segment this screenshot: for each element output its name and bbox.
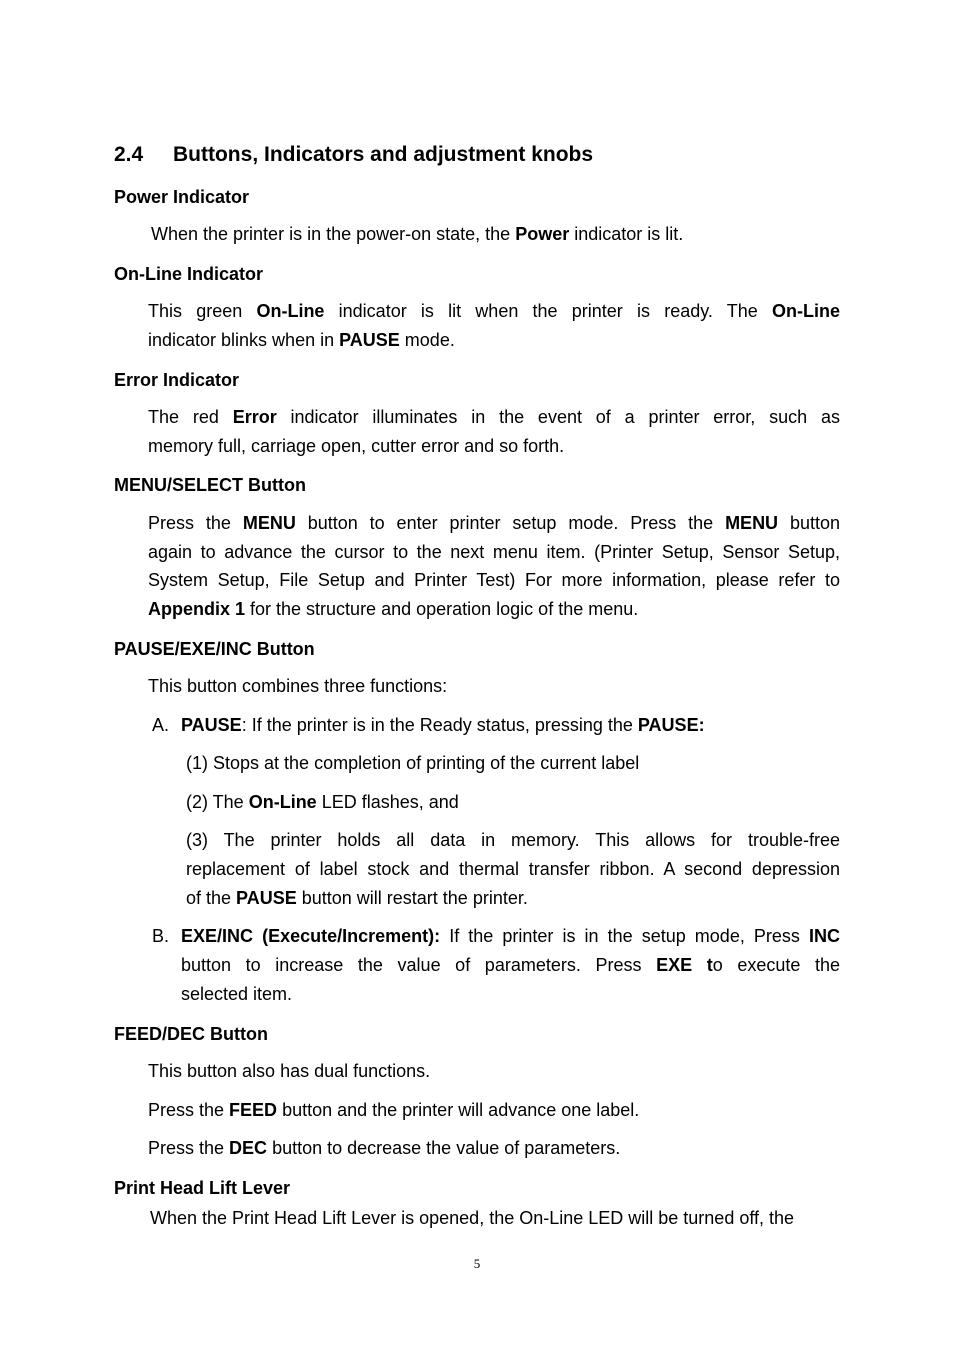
pause-subitem-2 [186, 788, 459, 817]
text-run: LED flashes, and [316, 792, 459, 812]
print-head-lever-heading: Print Head Lift Lever [114, 1178, 291, 1198]
text-run: : If the printer is in the Ready status, pressing the [241, 715, 638, 735]
list-marker: A. [152, 715, 170, 735]
menu-select-line1 [148, 509, 840, 538]
error-indicator-heading: Error Indicator [114, 370, 240, 390]
online-indicator-line2 [148, 326, 455, 355]
bold-run: EXE/INC (Execute/Increment): [181, 926, 441, 946]
feed-line3 [148, 1134, 620, 1163]
bold-run: PAUSE: [637, 715, 705, 735]
pause-subitem-3-line2: replacement of label stock and thermal transfer ribbon. A second depression [186, 859, 840, 879]
text-run: o execute the [712, 955, 840, 975]
pause-subitem-1: (1) Stops at the completion of printing of the current label [186, 753, 640, 773]
bold-run: MENU [725, 513, 779, 533]
bold-run: On-Line [772, 301, 840, 321]
section-number: 2.4 [114, 143, 144, 166]
text-run: button to decrease the value of parameters. [267, 1138, 621, 1158]
pause-item-b-line3: selected item. [181, 984, 293, 1004]
text-run: The red [148, 407, 233, 427]
online-indicator-line1 [148, 297, 840, 326]
text-run: If the printer is in the setup mode, Press [440, 926, 809, 946]
section-title [114, 143, 593, 167]
pause-item-b-line2 [181, 951, 840, 980]
text-run: indicator blinks when in [148, 330, 340, 350]
menu-select-line3: System Setup, File Setup and Printer Test) For more information, please refer to [148, 570, 840, 590]
pause-subitem-3-line3 [186, 884, 528, 913]
text-run: When the printer is in the power-on state, the [151, 224, 516, 244]
feed-line1: This button also has dual functions. [148, 1061, 431, 1081]
bold-run: Error [232, 407, 277, 427]
text-run: button will restart the printer. [296, 888, 528, 908]
bold-run: Power [515, 224, 570, 244]
text-run: of the [186, 888, 237, 908]
bold-run: MENU [242, 513, 296, 533]
bold-run: INC [808, 926, 840, 946]
section-title-text: Buttons, Indicators and adjustment knobs [173, 143, 594, 166]
bold-run: PAUSE [181, 715, 242, 735]
feed-dec-heading: FEED/DEC Button [114, 1024, 268, 1044]
bold-run: DEC [229, 1138, 268, 1158]
power-indicator-text [151, 220, 683, 249]
error-indicator-line1 [148, 403, 840, 432]
pause-intro: This button combines three functions: [148, 676, 448, 696]
text-run: mode. [399, 330, 455, 350]
menu-select-heading: MENU/SELECT Button [114, 475, 306, 495]
pause-item-a [152, 711, 705, 740]
text-run: button [778, 513, 840, 533]
text-run: for the structure and operation logic of the menu. [245, 599, 639, 619]
text-run: Press the [148, 513, 243, 533]
error-indicator-line2: memory full, carriage open, cutter error and so forth. [148, 436, 565, 456]
page-number: 5 [473, 1256, 481, 1271]
text-run: This green [148, 301, 257, 321]
power-indicator-heading: Power Indicator [114, 187, 250, 207]
bold-run: FEED [229, 1100, 278, 1120]
bold-run: Appendix 1 [148, 599, 246, 619]
pause-subitem-3-line1: (3) The printer holds all data in memory. This allows for trouble-free [186, 830, 840, 850]
feed-line2 [148, 1096, 639, 1125]
pause-item-b-line1 [181, 922, 840, 951]
text-run: button to enter printer setup mode. Press the [295, 513, 726, 533]
bold-run: PAUSE [339, 330, 400, 350]
bold-run: PAUSE [236, 888, 297, 908]
pause-exe-inc-heading: PAUSE/EXE/INC Button [114, 639, 315, 659]
bold-run: On-Line [256, 301, 325, 321]
text-run: (2) The [186, 792, 249, 812]
text-run: indicator is lit when the printer is ready. The [324, 301, 772, 321]
text-run: button to increase the value of parameters. Press [181, 955, 657, 975]
text-run: Press the [148, 1138, 230, 1158]
bold-run: On-Line [248, 792, 317, 812]
print-head-lever-line1: When the Print Head Lift Lever is opened, the On-Line LED will be turned off, the [150, 1208, 795, 1228]
text-run: Press the [148, 1100, 230, 1120]
online-indicator-heading: On-Line Indicator [114, 264, 264, 284]
menu-select-line2: again to advance the cursor to the next menu item. (Printer Setup, Sensor Setup, [148, 542, 840, 562]
text-run: indicator illuminates in the event of a printer error, such as [276, 407, 840, 427]
menu-select-line4 [148, 595, 638, 624]
bold-run: EXE t [656, 955, 713, 975]
text-run: button and the printer will advance one label. [277, 1100, 640, 1120]
pause-item-b-marker: B. [152, 926, 170, 946]
text-run: indicator is lit. [569, 224, 684, 244]
